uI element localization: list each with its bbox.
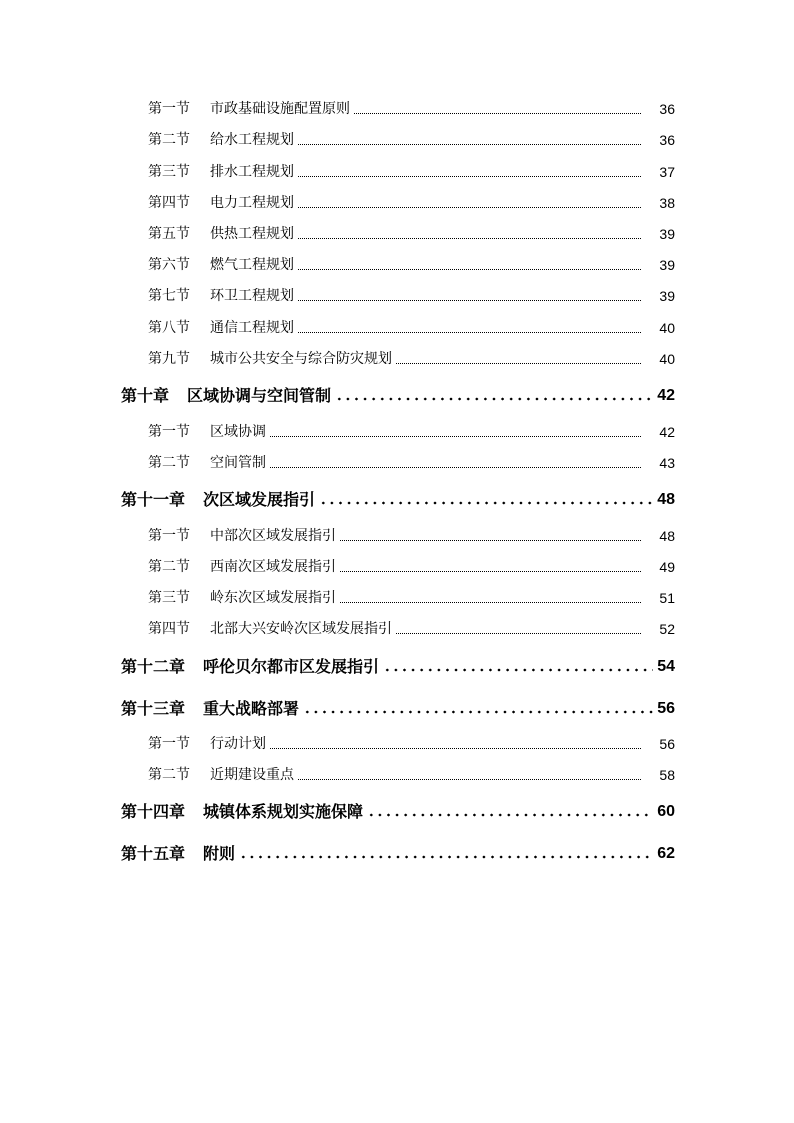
toc-entry-title: 供热工程规划 bbox=[210, 226, 294, 242]
toc-entry-page-number: 43 bbox=[659, 455, 675, 471]
toc-section-entry[interactable] bbox=[148, 733, 675, 753]
dot-leader bbox=[298, 264, 641, 270]
toc-entry-number: 第二节 bbox=[148, 767, 190, 783]
toc-entry-title: 行动计划 bbox=[210, 736, 266, 752]
toc-entry-number: 第二节 bbox=[148, 455, 190, 471]
toc-entry-page-number: 40 bbox=[659, 351, 675, 367]
toc-section-entry[interactable] bbox=[148, 525, 675, 545]
toc-entry-title: 城市公共安全与综合防灾规划 bbox=[210, 351, 392, 367]
dot-leader bbox=[298, 295, 641, 301]
toc-entry-title: 岭东次区域发展指引 bbox=[210, 590, 336, 606]
toc-entry-number: 第三节 bbox=[148, 590, 190, 606]
toc-entry-title: 区域协调与空间管制 bbox=[187, 386, 332, 405]
toc-entry-number: 第六节 bbox=[148, 257, 190, 273]
toc-entry-number: 第十章 bbox=[121, 386, 170, 405]
toc-chapter-entry[interactable] bbox=[121, 697, 675, 719]
toc-entry-title: 重大战略部署 bbox=[203, 699, 300, 718]
toc-entry-title: 西南次区域发展指引 bbox=[210, 559, 336, 575]
toc-entry-title: 城镇体系规划实施保障 bbox=[203, 802, 364, 821]
toc-entry-number: 第二节 bbox=[148, 132, 190, 148]
toc-entry-page-number: 48 bbox=[659, 528, 675, 544]
dot-leader bbox=[383, 667, 653, 673]
toc-entry-number: 第一节 bbox=[148, 528, 190, 544]
toc-entry-number: 第四节 bbox=[148, 621, 190, 637]
toc-entry-page-number: 37 bbox=[659, 164, 675, 180]
toc-entry-page-number: 39 bbox=[659, 257, 675, 273]
dot-leader bbox=[396, 358, 641, 364]
toc-entry-page-number: 51 bbox=[659, 590, 675, 606]
dot-leader bbox=[298, 233, 641, 239]
toc-entry-number: 第十二章 bbox=[121, 657, 186, 676]
toc-section-entry[interactable] bbox=[148, 587, 675, 607]
toc-section-entry[interactable] bbox=[148, 254, 675, 274]
dot-leader bbox=[298, 171, 641, 177]
toc-entry-title: 电力工程规划 bbox=[210, 195, 294, 211]
toc-entry-number: 第一节 bbox=[148, 424, 190, 440]
dot-leader bbox=[335, 396, 653, 402]
dot-leader bbox=[354, 108, 641, 114]
toc-entry-title: 附则 bbox=[203, 844, 236, 863]
toc-section-entry[interactable] bbox=[148, 98, 675, 118]
toc-entry-title: 空间管制 bbox=[210, 455, 266, 471]
toc-entry-title: 中部次区域发展指引 bbox=[210, 528, 336, 544]
toc-entry-page-number: 36 bbox=[659, 132, 675, 148]
toc-entry-title: 燃气工程规划 bbox=[210, 257, 294, 273]
toc-entry-number: 第一节 bbox=[148, 736, 190, 752]
dot-leader bbox=[298, 774, 641, 780]
dot-leader bbox=[319, 500, 653, 506]
toc-entry-page-number: 38 bbox=[659, 195, 675, 211]
toc-entry-page-number: 42 bbox=[659, 424, 675, 440]
toc-entry-title: 北部大兴安岭次区域发展指引 bbox=[210, 621, 392, 637]
dot-leader bbox=[270, 431, 641, 437]
toc-entry-page-number: 62 bbox=[657, 845, 675, 862]
toc-entry-title: 呼伦贝尔都市区发展指引 bbox=[203, 657, 380, 676]
toc-entry-page-number: 54 bbox=[657, 658, 675, 675]
toc-entry-page-number: 56 bbox=[659, 736, 675, 752]
dot-leader bbox=[367, 812, 653, 818]
dot-leader bbox=[270, 743, 641, 749]
toc-section-entry[interactable] bbox=[148, 348, 675, 368]
toc-entry-title: 给水工程规划 bbox=[210, 132, 294, 148]
toc-entry-number: 第十五章 bbox=[121, 844, 186, 863]
toc-entry-page-number: 39 bbox=[659, 288, 675, 304]
toc-entry-page-number: 52 bbox=[659, 621, 675, 637]
toc-section-entry[interactable] bbox=[148, 317, 675, 337]
toc-entry-title: 环卫工程规划 bbox=[210, 288, 294, 304]
toc-section-entry[interactable] bbox=[148, 192, 675, 212]
dot-leader bbox=[298, 202, 641, 208]
dot-leader bbox=[270, 462, 641, 468]
toc-chapter-entry[interactable] bbox=[121, 800, 675, 822]
toc-entry-number: 第八节 bbox=[148, 320, 190, 336]
toc-entry-page-number: 60 bbox=[657, 803, 675, 820]
toc-entry-title: 市政基础设施配置原则 bbox=[210, 101, 350, 117]
toc-entry-number: 第二节 bbox=[148, 559, 190, 575]
toc-entry-title: 次区域发展指引 bbox=[203, 490, 316, 509]
dot-leader bbox=[239, 854, 653, 860]
toc-section-entry[interactable] bbox=[148, 452, 675, 472]
toc-section-entry[interactable] bbox=[148, 421, 675, 441]
toc-entry-number: 第七节 bbox=[148, 288, 190, 304]
toc-chapter-entry[interactable] bbox=[121, 488, 675, 510]
toc-entry-page-number: 49 bbox=[659, 559, 675, 575]
toc-section-entry[interactable] bbox=[148, 129, 675, 149]
toc-entry-page-number: 56 bbox=[657, 700, 675, 717]
toc-chapter-entry[interactable] bbox=[121, 842, 675, 864]
dot-leader bbox=[298, 139, 641, 145]
toc-entry-number: 第一节 bbox=[148, 101, 190, 117]
toc-section-entry[interactable] bbox=[148, 223, 675, 243]
toc-entry-title: 排水工程规划 bbox=[210, 164, 294, 180]
dot-leader bbox=[303, 709, 653, 715]
toc-entry-number: 第十三章 bbox=[121, 699, 186, 718]
toc-entry-number: 第十一章 bbox=[121, 490, 186, 509]
toc-entry-number: 第九节 bbox=[148, 351, 190, 367]
toc-section-entry[interactable] bbox=[148, 618, 675, 638]
toc-entry-title: 区域协调 bbox=[210, 424, 266, 440]
toc-entry-page-number: 48 bbox=[657, 491, 675, 508]
toc-entry-title: 近期建设重点 bbox=[210, 767, 294, 783]
toc-entry-page-number: 58 bbox=[659, 767, 675, 783]
toc-entry-page-number: 40 bbox=[659, 320, 675, 336]
toc-section-entry[interactable] bbox=[148, 764, 675, 784]
dot-leader bbox=[340, 597, 641, 603]
toc-entry-title: 通信工程规划 bbox=[210, 320, 294, 336]
toc-entry-number: 第十四章 bbox=[121, 802, 186, 821]
toc-entry-number: 第四节 bbox=[148, 195, 190, 211]
toc-entry-number: 第五节 bbox=[148, 226, 190, 242]
toc-entry-page-number: 39 bbox=[659, 226, 675, 242]
toc-section-entry[interactable] bbox=[148, 285, 675, 305]
toc-entry-number: 第三节 bbox=[148, 164, 190, 180]
toc-chapter-entry[interactable] bbox=[121, 384, 675, 406]
dot-leader bbox=[340, 566, 641, 572]
toc-section-entry[interactable] bbox=[148, 556, 675, 576]
dot-leader bbox=[298, 327, 641, 333]
toc-section-entry[interactable] bbox=[148, 161, 675, 181]
toc-chapter-entry[interactable] bbox=[121, 655, 675, 677]
dot-leader bbox=[396, 628, 641, 634]
dot-leader bbox=[340, 535, 641, 541]
toc-entry-page-number: 36 bbox=[659, 101, 675, 117]
toc-entry-page-number: 42 bbox=[657, 387, 675, 404]
